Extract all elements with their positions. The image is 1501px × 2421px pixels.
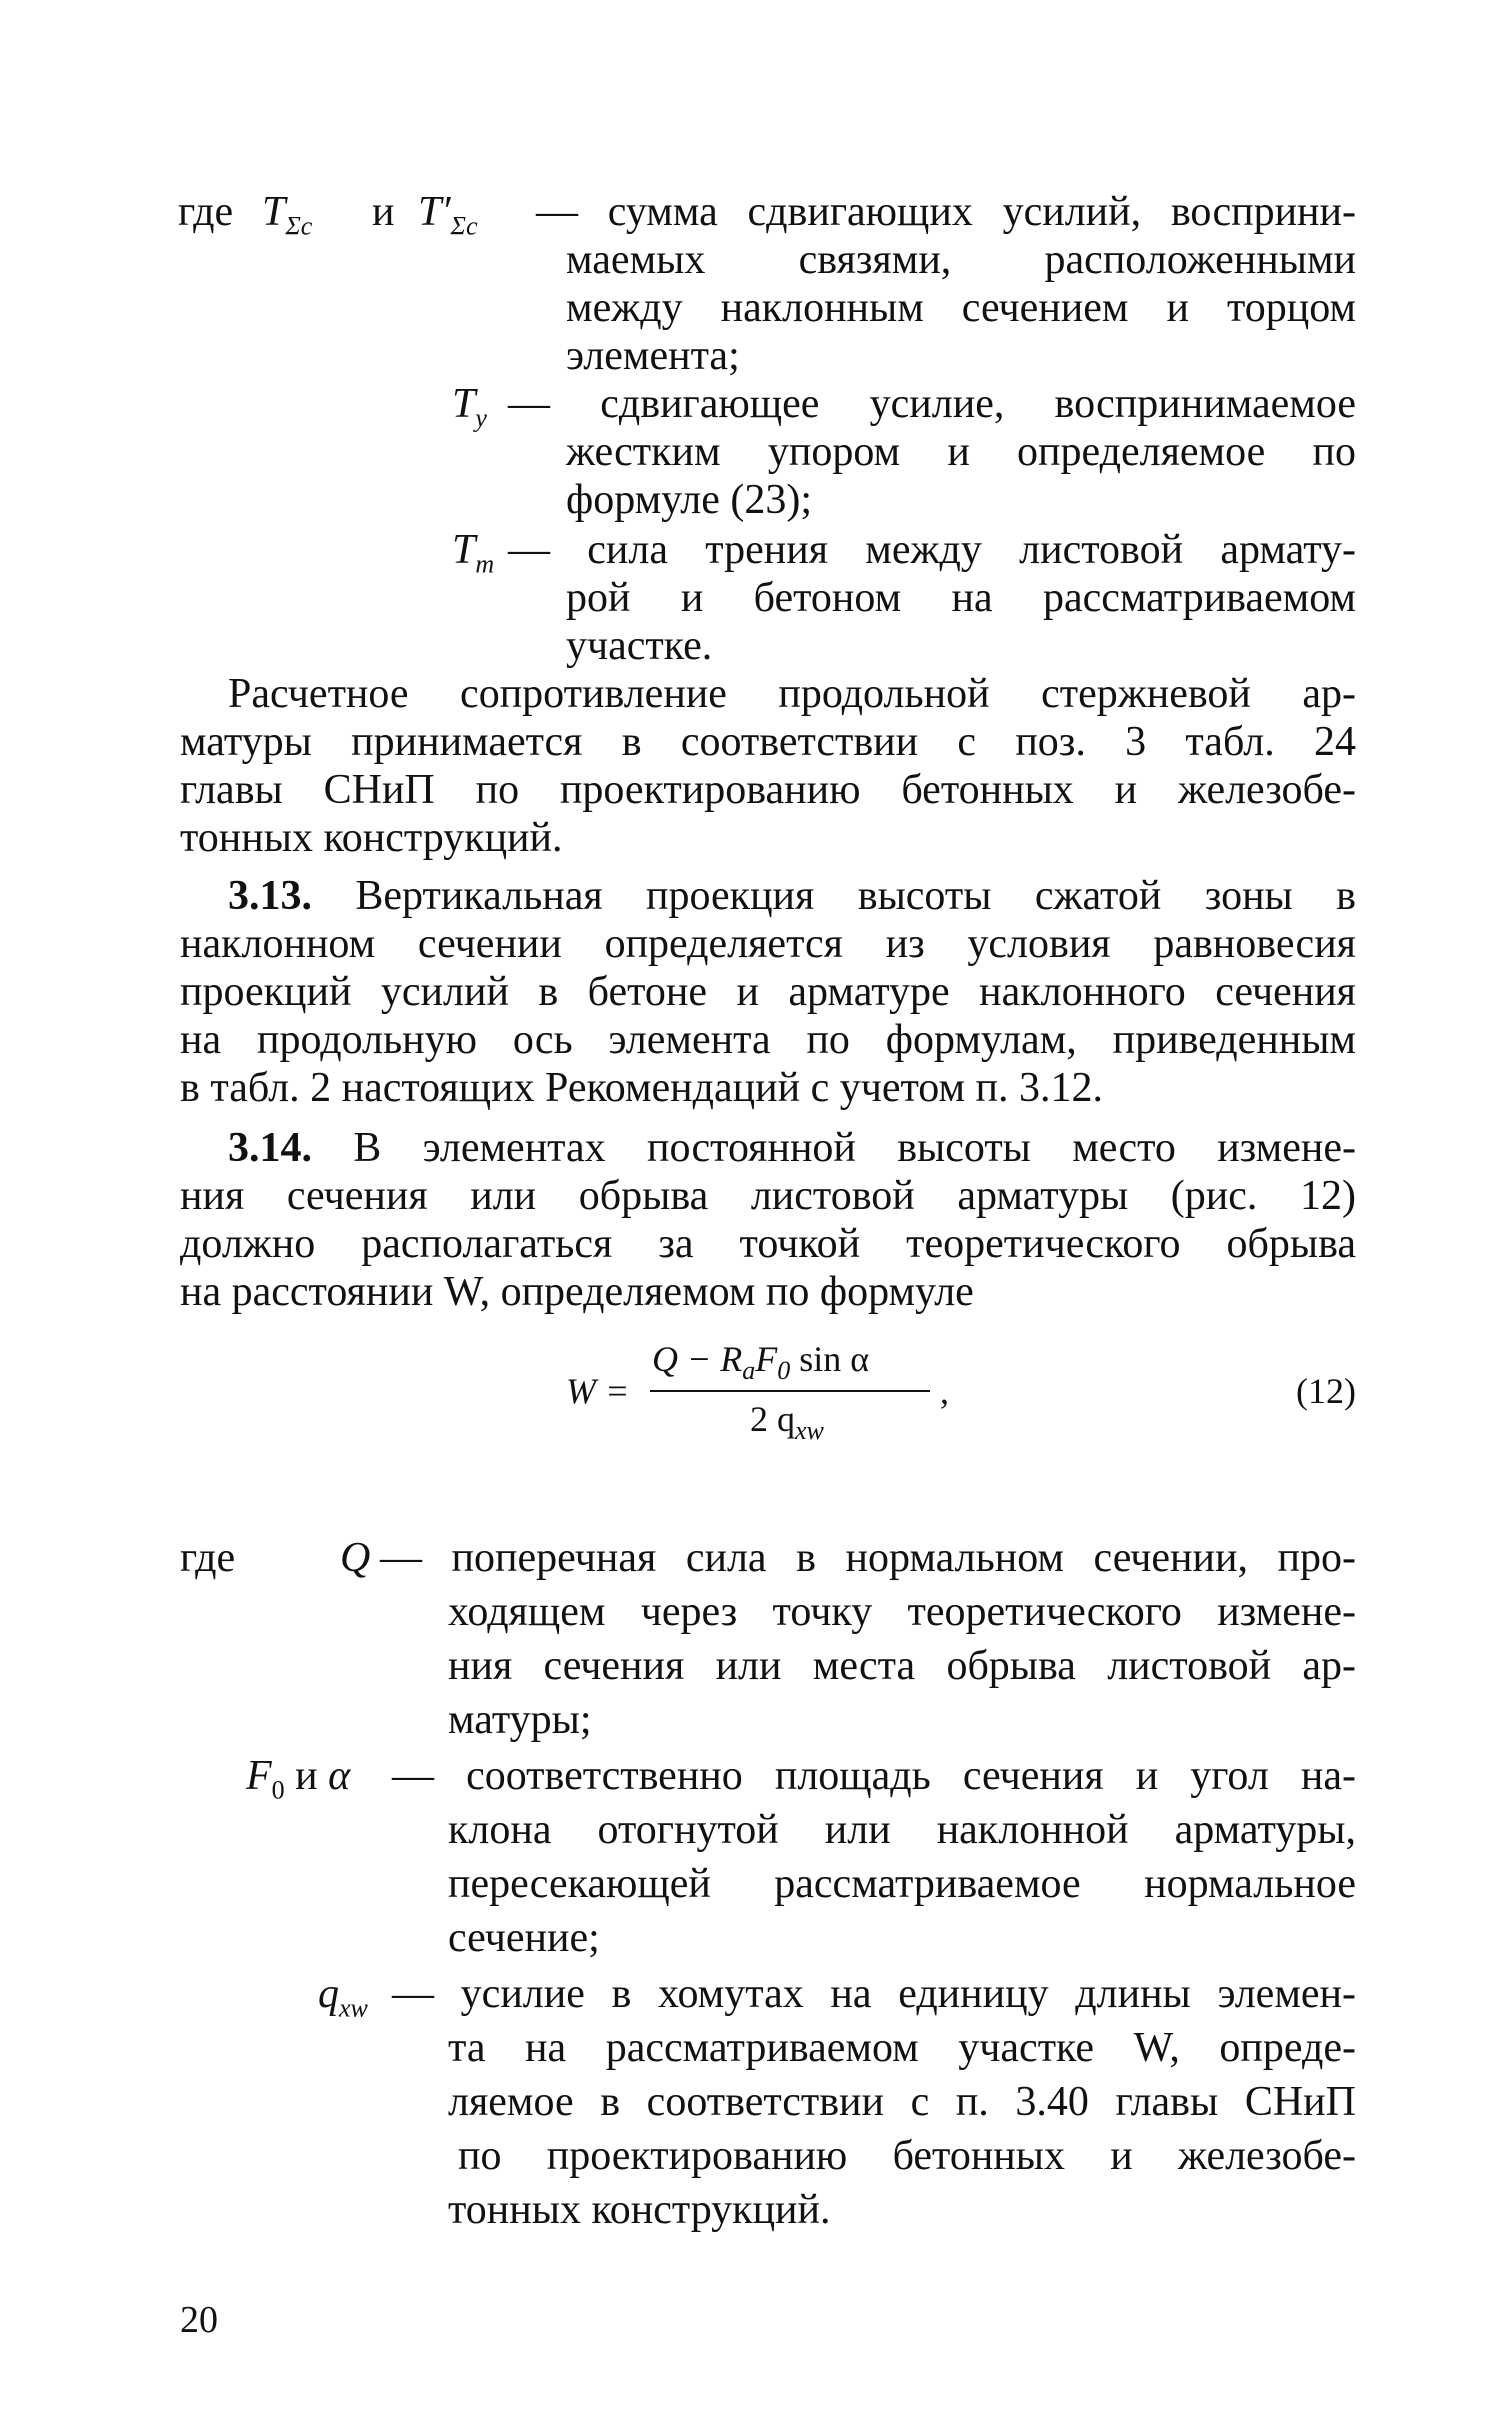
page-number: 20 — [180, 2299, 218, 2341]
definition-line: клона отогнутой или наклонной арматуры, — [448, 1807, 1356, 1853]
paragraph-line: 3.14. В элементах постоянной высоты место измене- — [228, 1125, 1356, 1171]
paragraph-line: тонных конструкций. — [180, 815, 563, 861]
definition-line: рой и бетоном на рассматриваемом — [566, 575, 1356, 621]
paragraph-line: ния сечения или обрыва листовой арматуры (рис. 12) — [180, 1173, 1356, 1219]
term-q: Q — [340, 1535, 371, 1581]
definition-line: ляемое в соответствии с п. 3.40 главы СНиП — [448, 2079, 1356, 2125]
formula-numerator: $Q - R_aF_0$ sin α — [652, 1339, 870, 1386]
definition-line: — сдвигающее усилие, воспринимаемое — [508, 381, 1356, 427]
definition-line: элемента; — [566, 333, 740, 379]
definition-line: — поперечная сила в нормальном сечении, про- — [380, 1535, 1356, 1581]
definition-line: маемых связями, расположенными — [566, 237, 1356, 283]
paragraph-line: должно располагаться за точкой теоретического обрыва — [180, 1221, 1356, 1267]
section-number: 3.13. — [228, 873, 312, 919]
term-t-y: $T_у$ — [452, 381, 487, 433]
paragraph-line: матуры принимается в соответствии с поз. 3 табл. 24 — [180, 719, 1356, 765]
term-t-prime-sigma-c: $T'_{\Sigma c}$ — [418, 189, 478, 241]
paragraph-line: на продольную ось элемента по формулам, приведенным — [180, 1017, 1356, 1063]
formula-denominator: 2 $q_{xw}$ — [750, 1399, 824, 1446]
where-label: где — [180, 1535, 236, 1581]
definition-line: ходящем через точку теоретического измене- — [448, 1589, 1356, 1635]
and-label: и — [372, 189, 395, 235]
paragraph-line: в табл. 2 настоящих Рекомендаций с учетом п. 3.12. — [180, 1065, 1104, 1111]
paragraph-line: 3.13. Вертикальная проекция высоты сжатой зоны в — [228, 873, 1356, 919]
paragraph-line: Расчетное сопротивление продольной стержневой ар- — [228, 671, 1356, 717]
definition-line: участке. — [566, 623, 713, 669]
formula-lhs: W = — [566, 1371, 630, 1411]
equation-number: (12) — [1296, 1371, 1356, 1411]
definition-line: жестким упором и определяемое по — [566, 429, 1356, 475]
definition-line: та на рассматриваемом участке W, опреде- — [448, 2025, 1356, 2071]
term-q-xw: $q_{xw}$ — [318, 1971, 368, 2023]
definition-line: — соответственно площадь сечения и угол на- — [392, 1753, 1356, 1799]
paragraph-line: проекций усилий в бетоне и арматуре наклонного сечения — [180, 969, 1356, 1015]
definition-line: пересекающей рассматриваемое нормальное — [448, 1861, 1356, 1907]
where-label: где — [178, 189, 234, 235]
definition-line: между наклонным сечением и торцом — [566, 285, 1356, 331]
paragraph-line: наклонном сечении определяется из условия равновесия — [180, 921, 1356, 967]
definition-line: матуры; — [448, 1697, 592, 1743]
definition-line: по проектированию бетонных и железобе- — [458, 2133, 1356, 2179]
formula-comma: , — [940, 1371, 949, 1411]
definition-line: формуле (23); — [566, 477, 813, 523]
term-t-sigma-c: $T_{\Sigma c}$ — [262, 189, 313, 241]
paragraph-line: главы СНиП по проектированию бетонных и железобе- — [180, 767, 1356, 813]
term-f0-alpha: $F_0$ и α — [246, 1753, 351, 1805]
definition-line: — сила трения между листовой армату- — [508, 527, 1356, 573]
definition-line: — сумма сдвигающих усилий, восприни- — [536, 189, 1356, 235]
definition-line: сечение; — [448, 1915, 600, 1961]
definition-line: — усилие в хомутах на единицу длины элемен- — [392, 1971, 1356, 2017]
definition-line: ния сечения или места обрыва листовой ар- — [448, 1643, 1356, 1689]
fraction-bar — [650, 1390, 930, 1392]
paragraph-line: на расстоянии W, определяемом по формуле — [180, 1269, 974, 1315]
definition-line: тонных конструкций. — [448, 2187, 831, 2233]
term-t-t: $T_т$ — [452, 527, 495, 579]
section-number: 3.14. — [228, 1125, 312, 1171]
